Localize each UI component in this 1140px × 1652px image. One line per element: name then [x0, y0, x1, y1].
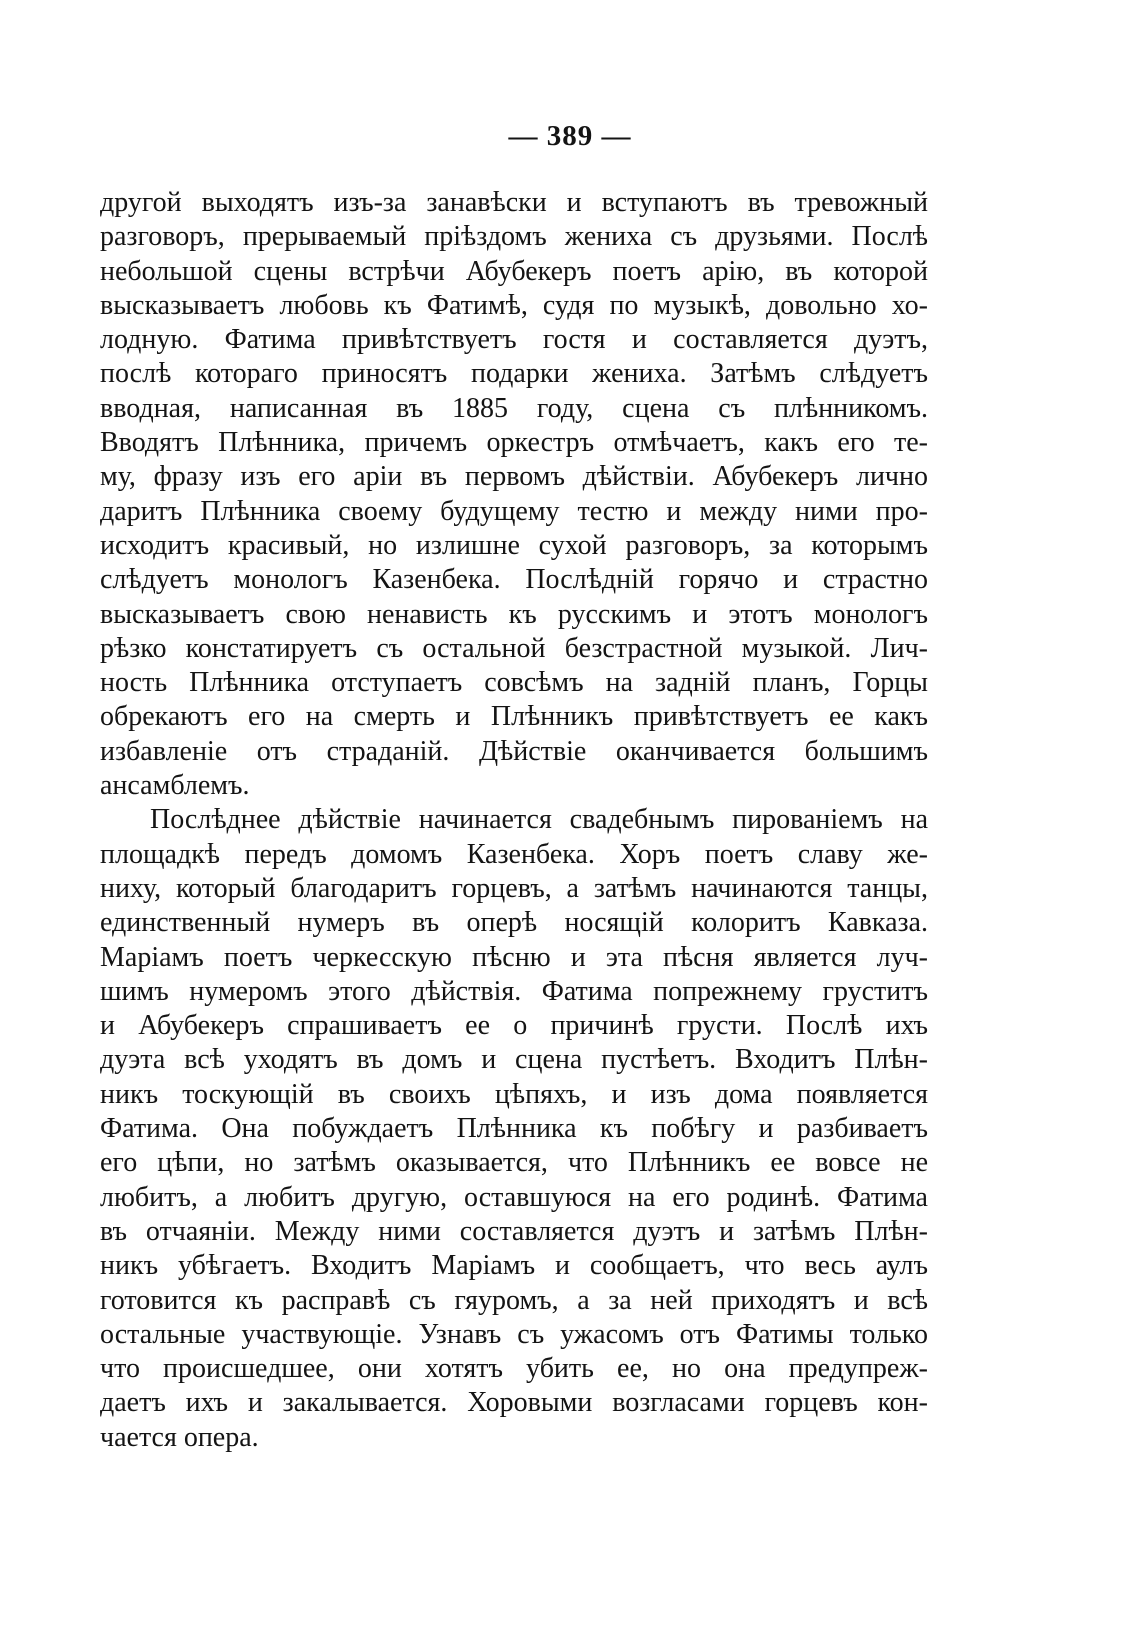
text-line: и Абубекеръ спрашиваетъ ее о причинѣ грусти. Послѣ ихъ: [100, 1010, 928, 1042]
text-line: му, фразу изъ его аріи въ первомъ дѣйствіи. Абубекеръ лично: [100, 461, 928, 493]
text-line: другой выходятъ изъ-за занавѣски и вступаютъ въ тревожный: [100, 187, 928, 218]
text-line: Послѣднее дѣйствіе начинается свадебнымъ пированіемъ на: [150, 804, 928, 836]
text-line: слѣдуетъ монологъ Казенбека. Послѣдній горячо и страстно: [100, 564, 928, 596]
body-text: [100, 186, 928, 1455]
text-line: его цѣпи, но затѣмъ оказывается, что Плѣнникъ ее вовсе не: [100, 1147, 928, 1179]
text-line: никъ убѣгаетъ. Входитъ Маріамъ и сообщаетъ, что весь аулъ: [100, 1250, 928, 1282]
text-line: даетъ ихъ и закалывается. Хоровыми возгласами горцевъ кон-: [100, 1387, 928, 1419]
text-line: что происшедшее, они хотятъ убить ее, но она предупреж-: [100, 1353, 928, 1385]
text-line: любитъ, а любитъ другую, оставшуюся на его родинѣ. Фатима: [100, 1181, 928, 1213]
text-line: обрекаютъ его на смерть и Плѣнникъ привѣтствуетъ ее какъ: [100, 701, 928, 733]
text-line: шимъ нумеромъ этого дѣйствія. Фатима попрежнему груститъ: [100, 975, 928, 1007]
text-line: дуэта всѣ уходятъ въ домъ и сцена пустѣетъ. Входитъ Плѣн-: [100, 1044, 928, 1076]
text-line: послѣ котораго приносятъ подарки жениха. Затѣмъ слѣдуетъ: [100, 358, 928, 390]
text-line: никъ тоскующій въ своихъ цѣпяхъ, и изъ дома появляется: [100, 1078, 928, 1110]
text-line: высказываетъ свою ненависть къ русскимъ и этотъ монологъ: [100, 598, 928, 630]
paragraph: [100, 803, 928, 1455]
text-line: ность Плѣнника отступаетъ совсѣмъ на задній планъ, Горцы: [100, 667, 928, 699]
text-line: готовится къ расправѣ съ гяуромъ, а за ней приходятъ и всѣ: [100, 1284, 928, 1316]
text-line: лодную. Фатима привѣтствуетъ гостя и составляется дуэтъ,: [100, 324, 928, 356]
text-line: площадкѣ передъ домомъ Казенбека. Хоръ поетъ славу же-: [100, 838, 928, 870]
text-line: рѣзко констатируетъ съ остальной безстрастной музыкой. Лич-: [100, 632, 928, 664]
text-line: Фатима. Она побуждаетъ Плѣнника къ побѣгу и разбиваетъ: [100, 1113, 928, 1145]
text-line: небольшой сцены встрѣчи Абубекеръ поетъ арію, въ которой: [100, 255, 928, 287]
text-line: разговоръ, прерываемый пріѣздомъ жениха съ друзьями. Послѣ: [100, 221, 928, 253]
text-line: единственный нумеръ въ оперѣ носящій колоритъ Кавказа.: [100, 907, 928, 939]
text-line: даритъ Плѣнника своему будущему тестю и между ними про-: [100, 495, 928, 527]
text-line: чается опера.: [100, 1421, 259, 1453]
text-line: Маріамъ поетъ черкесскую пѣсню и эта пѣсня является луч-: [100, 941, 928, 973]
text-line: Вводятъ Плѣнника, причемъ оркестръ отмѣчаетъ, какъ его те-: [100, 427, 928, 459]
text-line: ниху, который благодаритъ горцевъ, а затѣмъ начинаются танцы,: [100, 872, 928, 904]
text-line: избавленіе отъ страданій. Дѣйствіе оканчивается большимъ: [100, 735, 928, 767]
page-number: — 389 —: [508, 120, 632, 152]
text-line: въ отчаяніи. Между ними составляется дуэтъ и затѣмъ Плѣн-: [100, 1215, 928, 1247]
text-line: остальные участвующіе. Узнавъ съ ужасомъ отъ Фатимы только: [100, 1318, 928, 1350]
text-line: вводная, написанная въ 1885 году, сцена съ плѣнникомъ.: [100, 392, 928, 424]
text-line: высказываетъ любовь къ Фатимѣ, судя по музыкѣ, довольно хо-: [100, 289, 928, 321]
paragraph: [100, 186, 928, 803]
text-line: исходитъ красивый, но излишне сухой разговоръ, за которымъ: [100, 529, 928, 561]
text-line: ансамблемъ.: [100, 770, 250, 802]
